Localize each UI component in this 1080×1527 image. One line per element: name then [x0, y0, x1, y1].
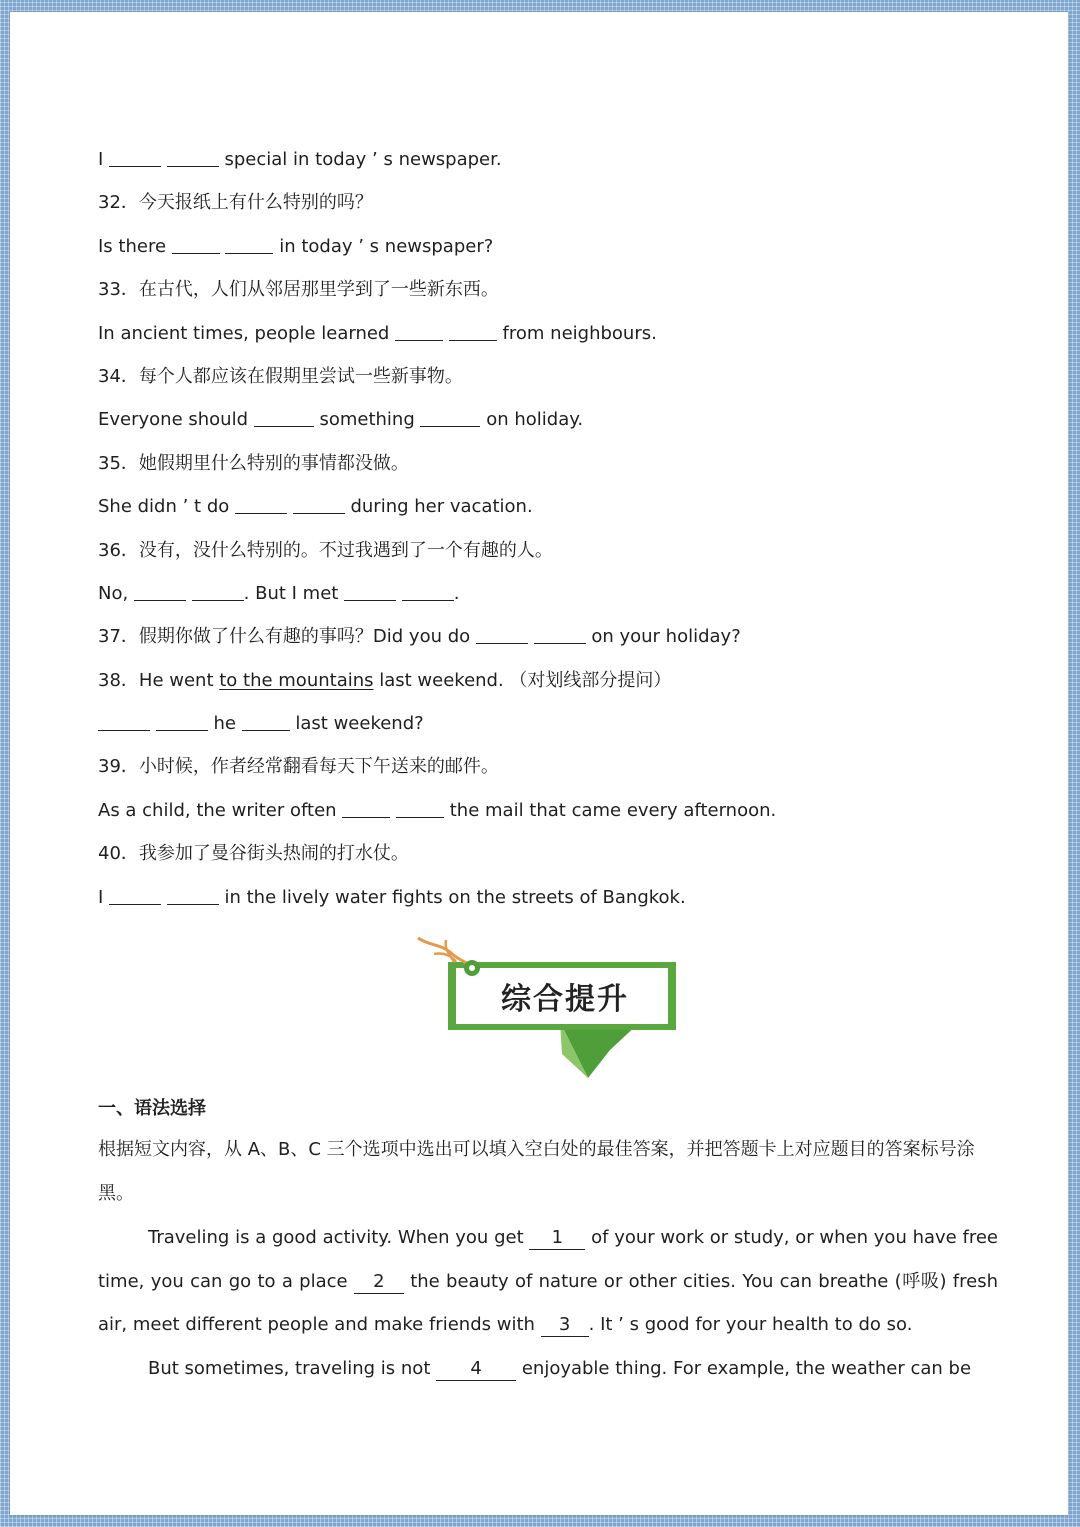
- q39-chinese-prompt: 39．小时候，作者经常翻看每天下午送来的邮件。: [98, 756, 499, 778]
- answer-blank: [534, 625, 586, 644]
- q36-english-line: [98, 572, 998, 615]
- text: the beauty of nature or other cities. You can breathe (呼吸) fresh air, meet different people and make friends with: [98, 1270, 998, 1335]
- q34-english-line: [98, 398, 998, 441]
- answer-blank: [156, 712, 208, 731]
- text: In ancient times, people learned: [98, 322, 396, 344]
- text: special in today ’ s newspaper.: [218, 149, 502, 170]
- q37-line: [98, 615, 998, 658]
- answer-blank: [293, 495, 345, 514]
- answer-blank: [167, 886, 219, 905]
- text: . It ’ s good for your health to do so.: [588, 1314, 913, 1335]
- underlined-phrase: to the mountains: [219, 669, 374, 691]
- q35-english-line: [98, 485, 998, 528]
- text: in today ’ s newspaper?: [273, 235, 494, 257]
- answer-blank: [476, 625, 528, 644]
- q32-chinese-prompt: 32．今天报纸上有什么特别的吗？: [98, 192, 373, 214]
- numbered-blank: 4: [436, 1358, 516, 1381]
- q38-line: [98, 659, 998, 702]
- text: 38．He went: [98, 669, 220, 691]
- q31-english-line: [98, 138, 998, 181]
- text: She didn ’ t do: [98, 496, 235, 518]
- text: on holiday.: [480, 409, 584, 431]
- answer-blank: [254, 408, 314, 427]
- grammar-section: [98, 1090, 998, 1390]
- text: enjoyable thing. For example, the weather can be: [516, 1357, 972, 1379]
- q35-chinese-prompt: 35．她假期里什么特别的事情都没做。: [98, 452, 409, 474]
- q36-chinese-prompt: 36．没有，没什么特别的。不过我遇到了一个有趣的人。: [98, 539, 553, 561]
- text: I: [98, 149, 110, 170]
- text: last weekend?: [289, 713, 424, 735]
- numbered-blank: 2: [354, 1271, 404, 1294]
- answer-blank: [235, 495, 287, 514]
- text: the mail that came every afternoon.: [444, 799, 777, 821]
- text: of your work or study, or when you have free time, you can go to a place: [98, 1227, 998, 1292]
- q40-chinese-prompt: 40．我参加了曼谷街头热闹的打水仗。: [98, 843, 409, 865]
- q40-english-line: [98, 876, 998, 919]
- answer-blank: [420, 408, 480, 427]
- text: But sometimes, traveling is not: [148, 1357, 437, 1379]
- text: No,: [98, 582, 134, 604]
- text: from neighbours.: [496, 322, 657, 344]
- text: . But I met: [243, 582, 345, 604]
- section-banner: [410, 932, 690, 1092]
- answer-blank: [167, 148, 219, 167]
- text: 37．假期你做了什么有趣的事吗？Did you do: [98, 626, 476, 648]
- section-instruction: 根据短文内容，从 A、B、C 三个选项中选出可以填入空白处的最佳答案，并把答题卡上对应题目的答案标号涂黑。: [98, 1139, 975, 1204]
- text: on your holiday?: [585, 626, 741, 648]
- numbered-blank: 1: [529, 1227, 585, 1250]
- q34-chinese-prompt: 34．每个人都应该在假期里尝试一些新事物。: [98, 365, 463, 387]
- worksheet-page: [10, 12, 1068, 1515]
- translation-exercise: [98, 138, 998, 919]
- text: I: [98, 886, 110, 908]
- q39-english-line: [98, 789, 998, 832]
- answer-blank: [395, 322, 443, 341]
- text: Everyone should: [98, 409, 254, 431]
- text: Is there: [98, 235, 172, 257]
- answer-blank: [242, 712, 290, 731]
- answer-blank: [192, 582, 244, 601]
- banner-title: 综合提升: [501, 982, 629, 1017]
- answer-blank: [344, 582, 396, 601]
- answer-blank: [449, 322, 497, 341]
- text: during her vacation.: [344, 496, 533, 518]
- text: Traveling is a good activity. When you get: [148, 1227, 530, 1248]
- answer-blank: [342, 799, 390, 818]
- q38-answer-line: [98, 702, 998, 745]
- text: As a child, the writer often: [98, 799, 343, 821]
- answer-blank: [109, 148, 161, 167]
- answer-blank: [109, 886, 161, 905]
- answer-blank: [98, 712, 150, 731]
- text: last weekend. （对划线部分提问）: [373, 669, 672, 691]
- q32-english-line: [98, 225, 998, 268]
- q33-english-line: [98, 312, 998, 355]
- answer-blank: [402, 582, 454, 601]
- text: he: [207, 713, 242, 735]
- answer-blank: [225, 235, 273, 254]
- answer-blank: [134, 582, 186, 601]
- q33-chinese-prompt: 33．在古代，人们从邻居那里学到了一些新东西。: [98, 279, 499, 301]
- text: .: [453, 582, 460, 604]
- passage-paragraph-2: [98, 1347, 998, 1391]
- answer-blank: [172, 235, 220, 254]
- text: something: [313, 409, 421, 431]
- text: in the lively water fights on the streets of Bangkok.: [218, 886, 686, 908]
- numbered-blank: 3: [541, 1314, 589, 1337]
- answer-blank: [396, 799, 444, 818]
- passage-paragraph-1: [98, 1216, 998, 1347]
- section-heading: 一、语法选择: [98, 1098, 206, 1119]
